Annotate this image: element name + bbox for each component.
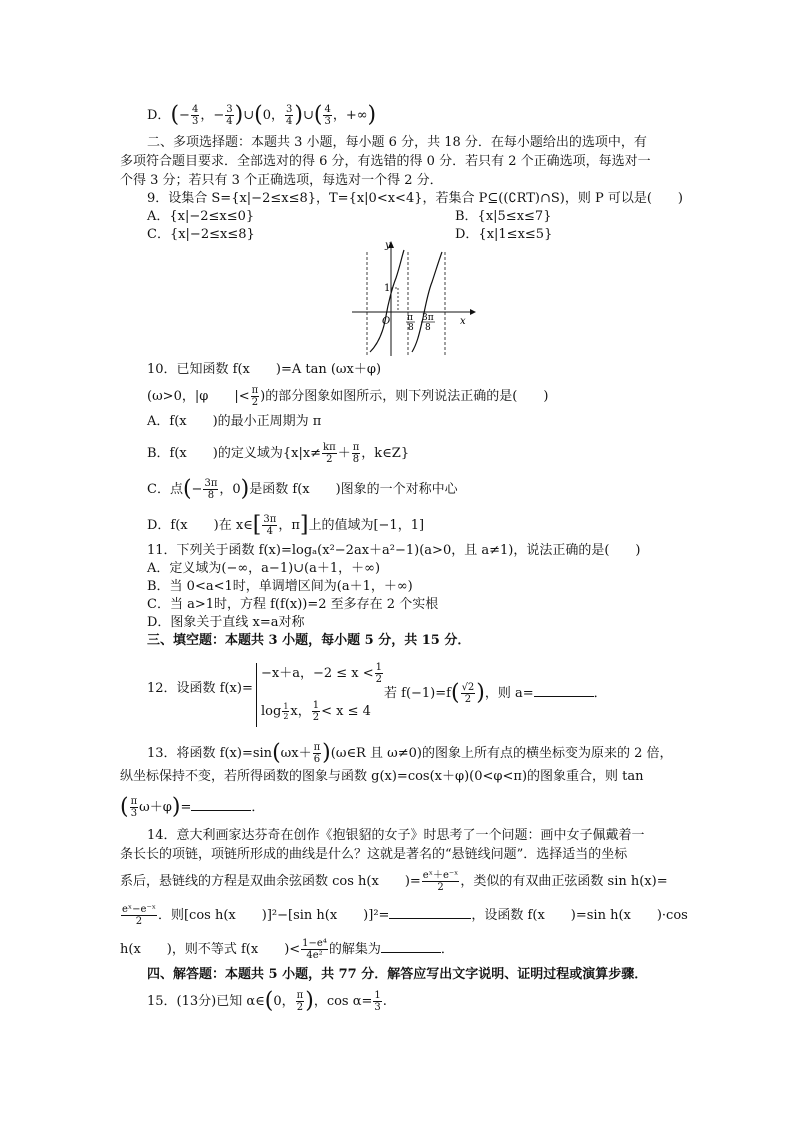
q11-option-d: D．图象关于直线 x=a对称 [147, 615, 305, 630]
q13-line2: 纵坐标保持不变，若所得函数的图象与函数 g(x)=cos(x＋φ)(0<φ<π)的图象重合，则 tan [120, 769, 644, 784]
section2-line1: 二、多项选择题：本题共 3 小题，每小题 6 分，共 18 分．在每小题给出的选项中，有 [147, 135, 647, 150]
q13-line3: ( $\frac{\pi}{3}$ ω＋φ)= ． [120, 794, 265, 820]
q12-case1: −x＋a，−2 ≤ x < $\frac{1}{2}$ [261, 662, 383, 685]
tangent-graph [350, 238, 480, 360]
section2-line2: 多项符合题目要求．全部选对的得 6 分，有选错的得 0 分．若只有 2 个正确选项，每选对一 [120, 154, 651, 169]
curve-branch-1 [370, 250, 404, 352]
q14-line1: 14．意大利画家达芬奇在创作《抱银貂的女子》时思考了一个问题：画中女子佩戴着一 [147, 828, 645, 843]
section2-line3: 个得 3 分；若只有 3 个正确选项，每选对一个得 2 分． [120, 173, 443, 188]
q11-option-c: C．当 a>1时，方程 f(f(x))=2 至多存在 2 个实根 [147, 597, 439, 612]
q13-line1: 13．将函数 f(x)=sin(ωx＋ $\frac{\pi}{6}$ )(ω∈R 且 ω≠0)的图象上所有点的横坐标变为原来的 2 倍， [147, 740, 673, 766]
one-label: 1 [384, 283, 391, 294]
q11-option-a: A．定义域为(−∞，a−1)∪(a＋1，＋∞) [147, 561, 381, 576]
q10-stem-a: 10．已知函数 f(x )=A tan (ωx＋φ) [147, 362, 382, 377]
origin-label: O [382, 316, 391, 327]
q12-case2: log $\frac{1}{2}$ x， $\frac{1}{2}$ < x ≤ 4 [261, 700, 371, 723]
q9-stem: 9．设集合 S={x|−2≤x≤8}，T={x|0<x<4}，若集合 P⊆((∁RT)∩S)，则 P 可以是( ) [147, 191, 683, 206]
q9-option-c: C．{x|−2≤x≤8} [147, 227, 255, 242]
q14-line2: 条长长的项链，项链所形成的曲线是什么？这就是著名的“悬链线问题”．选择适当的坐标 [120, 847, 628, 862]
q13-answer-blank[interactable] [191, 798, 251, 811]
q14-answer-blank-1[interactable] [389, 906, 471, 919]
q12-lead: 12．设函数 f(x)= [147, 681, 253, 696]
q12-answer-blank[interactable] [534, 684, 594, 697]
q8-option-d: D．(− $\frac{4}{3}$ ，− $\frac{3}{4}$ )∪(0， $\frac{3}{4}$ )∪( $\frac{4}{3}$ ，+∞) [147, 102, 377, 128]
q10-option-a: A．f(x )的最小正周期为 π [147, 414, 322, 429]
q14-line5: h(x )，则不等式 f(x )< $\frac{\text{1−e⁴}}{\text{4e²}}$ 的解集为 ． [120, 938, 454, 961]
q11-stem: 11．下列关于函数 f(x)=logₐ(x²−2ax＋a²−1)(a>0，且 a≠1)，说法正确的是( ) [147, 543, 641, 558]
section3-title: 三、填空题：本题共 3 小题，每小题 5 分，共 15 分． [147, 633, 471, 648]
q15-stem: 15．(13分)已知 α∈(0， $\frac{\pi}{2}$ )，cos α= $\frac{1}{3}$ . [147, 988, 387, 1014]
q9-option-d: D．{x|1≤x≤5} [455, 227, 553, 242]
q9-option-a: A．{x|−2≤x≤0} [147, 209, 255, 224]
q14-line4: $\frac{\text{eˣ−e⁻ˣ}}{2}$ ．则[cos h(x )]²−[sin h(x )]²= ，设函数 f(x )=sin h(x )·cos [122, 904, 688, 927]
q11-option-b: B．当 0<a<1时，单调增区间为(a＋1，＋∞) [147, 579, 413, 594]
q12-tail: 若 f(−1)=f( $\frac{√2}{2}$ )，则 a= ． [384, 680, 607, 706]
three-pi-label: 3π [422, 313, 434, 323]
section4-title: 四、解答题：本题共 5 小题，共 77 分．解答应写出文字说明、证明过程或演算步骤． [147, 967, 648, 982]
q10-stem-b: (ω>0，|φ |< $\frac{\pi}{2}$ )的部分图象如图所示，则下列说法正确的是( ) [147, 385, 549, 408]
curve-branch-2 [412, 252, 442, 352]
y-label: y [385, 240, 391, 251]
pi-label: π [407, 313, 413, 323]
x-label: x [460, 316, 466, 327]
q14-line3: 系后，悬链线的方程是双曲余弦函数 cos h(x )= $\frac{\text{eˣ＋e⁻ˣ}}{2}$ ，类似的有双曲正弦函数 sin h(x)= [120, 870, 668, 893]
q9-option-b: B．{x|5≤x≤7} [455, 209, 552, 224]
eight-label: 8 [408, 323, 414, 333]
q14-answer-blank-2[interactable] [381, 940, 441, 953]
eight-label-2: 8 [425, 323, 431, 333]
q12-brace [256, 663, 257, 727]
q10-option-d: D．f(x )在 x∈[ $\frac{3\pi}{4}$ ，π]上的值域为[−1，1] [147, 512, 425, 538]
q10-option-c: C．点(− $\frac{3\pi}{8}$ ，0)是函数 f(x )图象的一个对称中心 [147, 476, 458, 502]
x-axis-arrow [470, 309, 476, 315]
q10-option-b: B．f(x )的定义域为{x|x≠ $\frac{k\pi}{2}$ ＋ $\frac{\pi}{8}$ ，k∈Z} [147, 442, 410, 465]
